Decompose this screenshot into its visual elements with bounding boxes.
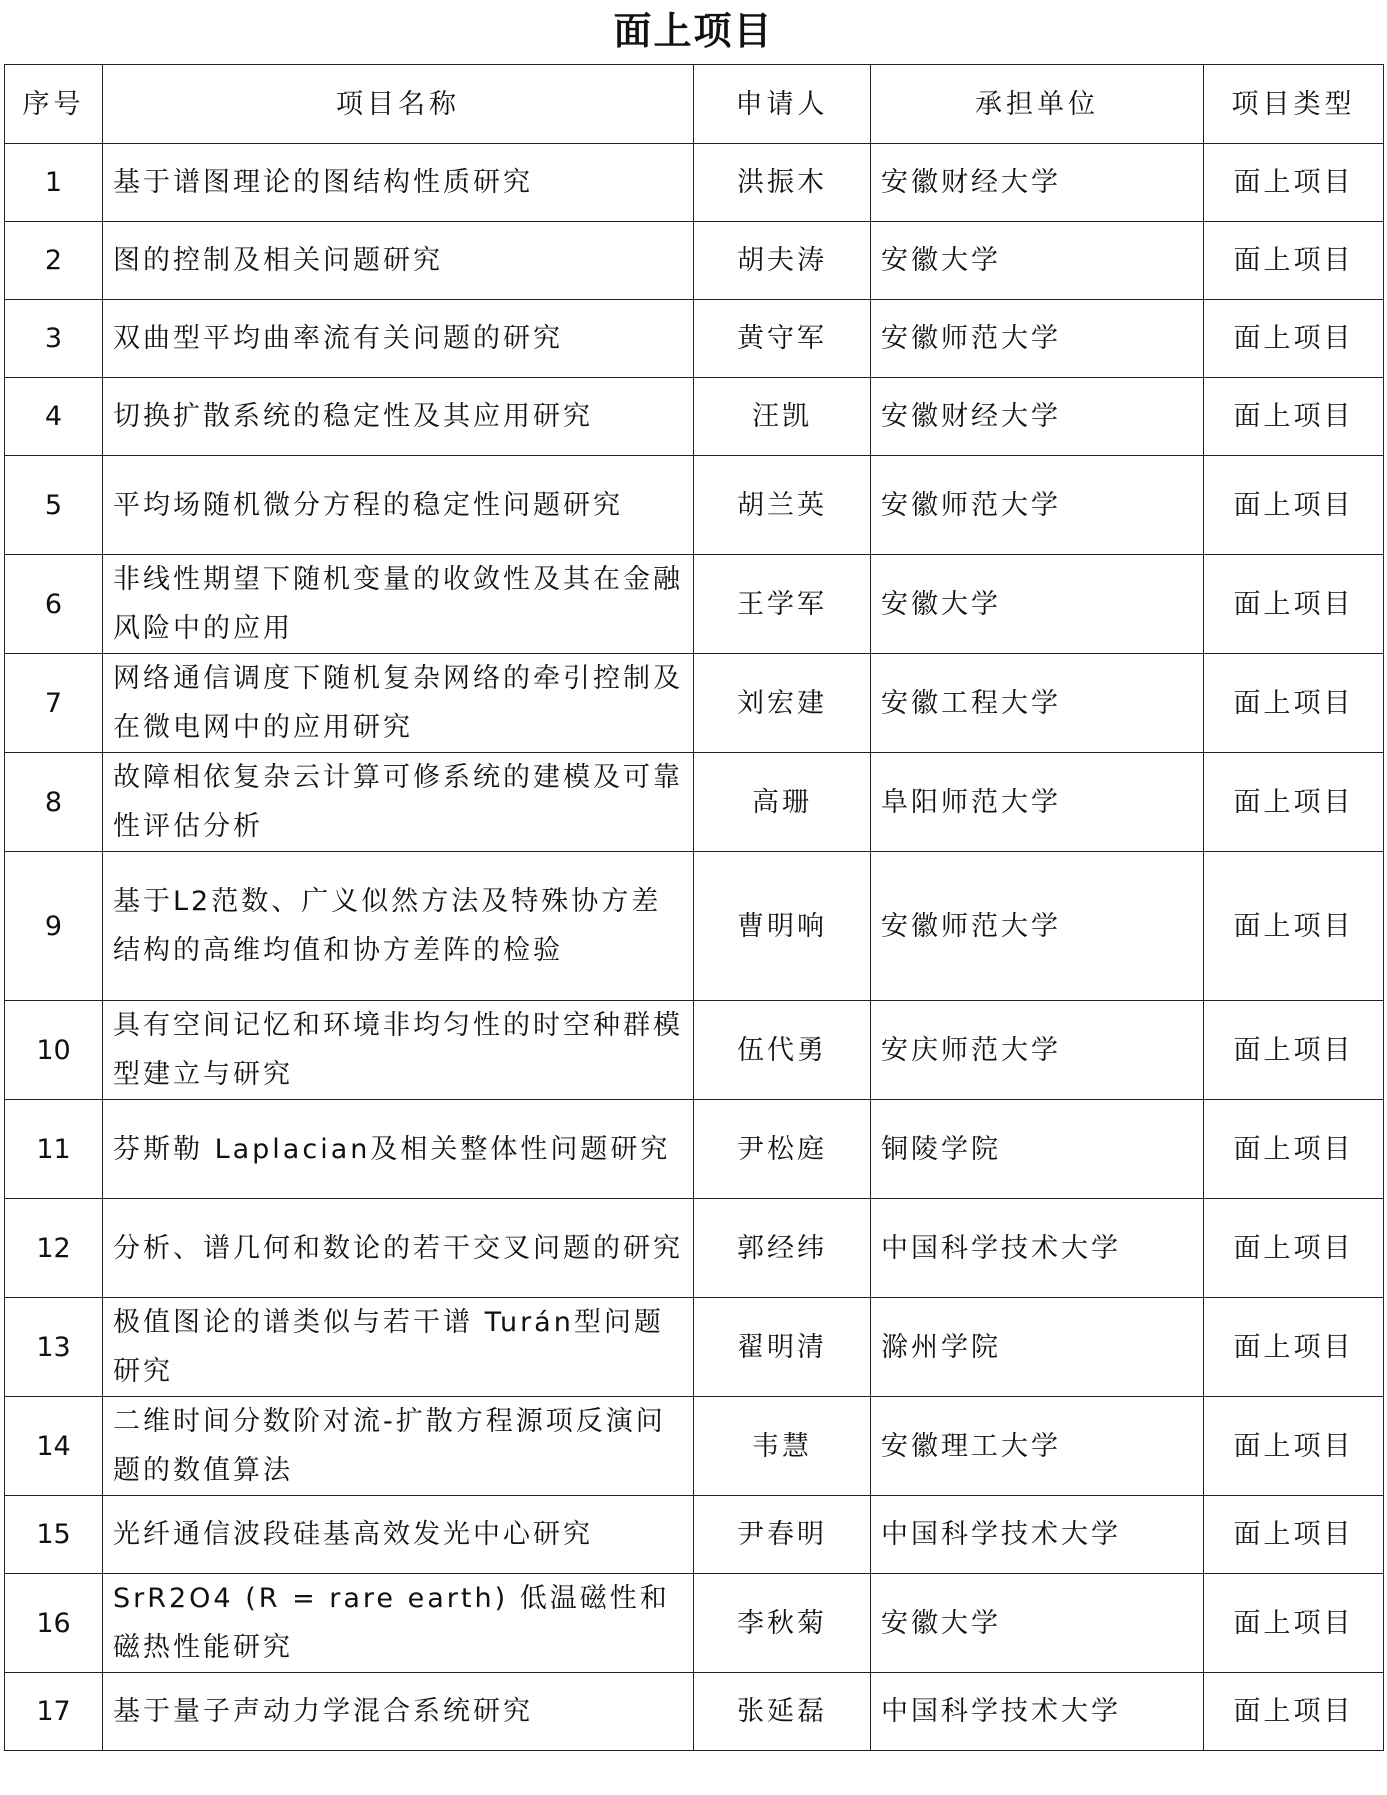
row-applicant: 洪振木 (694, 144, 871, 222)
row-name: 平均场随机微分方程的稳定性问题研究 (103, 456, 694, 555)
row-type: 面上项目 (1204, 654, 1384, 753)
row-unit: 安徽财经大学 (871, 378, 1204, 456)
row-type: 面上项目 (1204, 300, 1384, 378)
row-unit: 安徽大学 (871, 1574, 1204, 1673)
row-applicant: 曹明响 (694, 852, 871, 1001)
table-row (5, 1673, 1384, 1751)
row-type: 面上项目 (1204, 1001, 1384, 1100)
header-type: 项目类型 (1204, 65, 1384, 144)
row-unit: 安徽师范大学 (871, 456, 1204, 555)
row-unit: 中国科学技术大学 (871, 1673, 1204, 1751)
row-type: 面上项目 (1204, 555, 1384, 654)
table-row (5, 1298, 1384, 1397)
page-title: 面上项目 (613, 9, 774, 53)
row-no: 6 (5, 555, 103, 654)
row-unit: 滁州学院 (871, 1298, 1204, 1397)
row-type: 面上项目 (1204, 222, 1384, 300)
row-applicant: 尹春明 (694, 1496, 871, 1574)
row-no: 12 (5, 1199, 103, 1298)
row-no: 7 (5, 654, 103, 753)
table-row (5, 300, 1384, 378)
row-name: 基于L2范数、广义似然方法及特殊协方差结构的高维均值和协方差阵的检验 (103, 852, 694, 1001)
row-name: 光纤通信波段硅基高效发光中心研究 (103, 1496, 694, 1574)
row-no: 9 (5, 852, 103, 1001)
row-unit: 阜阳师范大学 (871, 753, 1204, 852)
table-row (5, 1496, 1384, 1574)
row-unit: 安徽大学 (871, 222, 1204, 300)
row-name: 双曲型平均曲率流有关问题的研究 (103, 300, 694, 378)
row-applicant: 韦慧 (694, 1397, 871, 1496)
row-type: 面上项目 (1204, 1574, 1384, 1673)
table-row (5, 222, 1384, 300)
row-no: 8 (5, 753, 103, 852)
row-applicant: 张延磊 (694, 1673, 871, 1751)
row-unit: 安徽理工大学 (871, 1397, 1204, 1496)
row-unit: 安庆师范大学 (871, 1001, 1204, 1100)
table-header-row (5, 65, 1384, 144)
row-no: 4 (5, 378, 103, 456)
row-applicant: 胡兰英 (694, 456, 871, 555)
row-unit: 中国科学技术大学 (871, 1199, 1204, 1298)
row-name: 故障相依复杂云计算可修系统的建模及可靠性评估分析 (103, 753, 694, 852)
row-type: 面上项目 (1204, 378, 1384, 456)
row-type: 面上项目 (1204, 1397, 1384, 1496)
row-name: 切换扩散系统的稳定性及其应用研究 (103, 378, 694, 456)
row-applicant: 伍代勇 (694, 1001, 871, 1100)
row-applicant: 尹松庭 (694, 1100, 871, 1199)
header-name: 项目名称 (103, 65, 694, 144)
header-unit: 承担单位 (871, 65, 1204, 144)
row-unit: 安徽师范大学 (871, 852, 1204, 1001)
row-no: 13 (5, 1298, 103, 1397)
row-applicant: 胡夫涛 (694, 222, 871, 300)
row-no: 3 (5, 300, 103, 378)
table-row (5, 1574, 1384, 1673)
row-no: 16 (5, 1574, 103, 1673)
row-type: 面上项目 (1204, 753, 1384, 852)
row-type: 面上项目 (1204, 1100, 1384, 1199)
row-name: 非线性期望下随机变量的收敛性及其在金融风险中的应用 (103, 555, 694, 654)
table-row (5, 852, 1384, 1001)
row-name: SrR2O4 (R = rare earth) 低温磁性和磁热性能研究 (103, 1574, 694, 1673)
header-applicant: 申请人 (694, 65, 871, 144)
row-name: 分析、谱几何和数论的若干交叉问题的研究 (103, 1199, 694, 1298)
row-unit: 中国科学技术大学 (871, 1496, 1204, 1574)
row-type: 面上项目 (1204, 1496, 1384, 1574)
table-row (5, 144, 1384, 222)
row-no: 5 (5, 456, 103, 555)
table-row (5, 456, 1384, 555)
table-row (5, 654, 1384, 753)
row-name: 极值图论的谱类似与若干谱 Turán型问题研究 (103, 1298, 694, 1397)
row-no: 1 (5, 144, 103, 222)
table-row (5, 1199, 1384, 1298)
row-type: 面上项目 (1204, 144, 1384, 222)
row-applicant: 郭经纬 (694, 1199, 871, 1298)
row-no: 2 (5, 222, 103, 300)
row-applicant: 李秋菊 (694, 1574, 871, 1673)
table-row (5, 1397, 1384, 1496)
row-no: 17 (5, 1673, 103, 1751)
row-no: 14 (5, 1397, 103, 1496)
table-row (5, 555, 1384, 654)
row-applicant: 高珊 (694, 753, 871, 852)
row-name: 具有空间记忆和环境非均匀性的时空种群模型建立与研究 (103, 1001, 694, 1100)
projects-table (4, 64, 1384, 1751)
table-row (5, 753, 1384, 852)
row-name: 基于量子声动力学混合系统研究 (103, 1673, 694, 1751)
table-row (5, 1001, 1384, 1100)
row-type: 面上项目 (1204, 1199, 1384, 1298)
row-type: 面上项目 (1204, 1673, 1384, 1751)
row-applicant: 黄守军 (694, 300, 871, 378)
row-no: 15 (5, 1496, 103, 1574)
row-applicant: 汪凯 (694, 378, 871, 456)
row-name: 二维时间分数阶对流-扩散方程源项反演问题的数值算法 (103, 1397, 694, 1496)
row-unit: 安徽师范大学 (871, 300, 1204, 378)
table-row (5, 378, 1384, 456)
row-unit: 安徽大学 (871, 555, 1204, 654)
row-type: 面上项目 (1204, 852, 1384, 1001)
row-name: 芬斯勒 Laplacian及相关整体性问题研究 (103, 1100, 694, 1199)
row-applicant: 翟明清 (694, 1298, 871, 1397)
row-type: 面上项目 (1204, 1298, 1384, 1397)
row-name: 基于谱图理论的图结构性质研究 (103, 144, 694, 222)
row-unit: 铜陵学院 (871, 1100, 1204, 1199)
table-row (5, 1100, 1384, 1199)
row-unit: 安徽工程大学 (871, 654, 1204, 753)
row-applicant: 刘宏建 (694, 654, 871, 753)
row-name: 网络通信调度下随机复杂网络的牵引控制及在微电网中的应用研究 (103, 654, 694, 753)
row-applicant: 王学军 (694, 555, 871, 654)
row-no: 11 (5, 1100, 103, 1199)
row-no: 10 (5, 1001, 103, 1100)
row-unit: 安徽财经大学 (871, 144, 1204, 222)
row-type: 面上项目 (1204, 456, 1384, 555)
row-name: 图的控制及相关问题研究 (103, 222, 694, 300)
header-no: 序号 (5, 65, 103, 144)
